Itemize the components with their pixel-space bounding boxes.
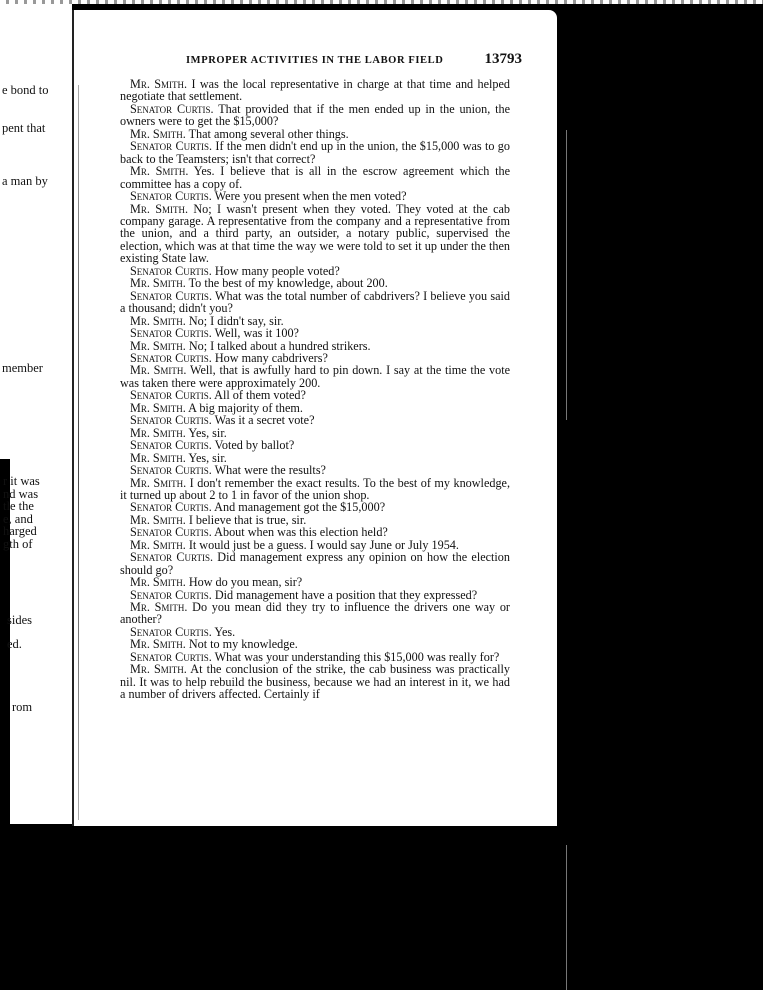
transcript-body <box>120 78 510 701</box>
testimony-text: Do you mean did they try to influence the drivers one way or another? <box>120 600 510 627</box>
speaker-name: Senator Curtis. <box>130 288 212 303</box>
testimony-text: No; I talked about a hundred strikers. <box>185 338 371 353</box>
testimony-text: Were you present when the men voted? <box>211 189 407 204</box>
left-page-fragment: pent that <box>2 121 46 135</box>
testimony-text: At the conclusion of the strike, the cab business was practically nil. It was to help rebuild the business, because we had an interest in it, we had a number of drivers affected. Certainly if <box>120 662 510 702</box>
speaker-name: Mr. Smith. <box>130 201 189 216</box>
speaker-name: Mr. Smith. <box>130 126 186 141</box>
speaker-name: Senator Curtis. <box>130 388 212 403</box>
testimony-text: That among several other things. <box>185 126 349 141</box>
left-page-fragment: gth of <box>3 537 33 551</box>
transcript-paragraph <box>120 103 510 128</box>
speaker-name: Mr. Smith. <box>130 662 187 677</box>
testimony-text: What were the results? <box>211 463 326 478</box>
transcript-paragraph <box>120 290 510 315</box>
running-header-title: IMPROPER ACTIVITIES IN THE LABOR FIELD <box>186 55 444 66</box>
testimony-text: Voted by ballot? <box>211 438 295 453</box>
transcript-paragraph <box>120 551 510 576</box>
transcript-paragraph <box>120 203 510 265</box>
left-page-fragment: e, and <box>3 512 33 526</box>
speaker-name: Mr. Smith. <box>130 425 186 440</box>
testimony-text: A big majority of them. <box>185 400 303 415</box>
transcript-paragraph <box>120 78 510 103</box>
speaker-name: Senator Curtis. <box>130 463 212 478</box>
transcript-paragraph <box>120 364 510 389</box>
testimony-text: What was the total number of cabdrivers? I believe you said a thousand; didn't you? <box>120 288 510 316</box>
speaker-name: Senator Curtis. <box>130 189 212 204</box>
testimony-text: Yes, sir. <box>185 450 227 465</box>
left-page-fragment: member <box>2 361 43 375</box>
transcript-paragraph <box>120 601 510 626</box>
testimony-text: All of them voted? <box>211 388 306 403</box>
testimony-text: About when was this election held? <box>211 525 388 540</box>
right-edge-rule-lower <box>566 845 567 990</box>
left-page-fragment: a man by <box>2 174 48 188</box>
speaker-name: Senator Curtis. <box>130 413 212 428</box>
speaker-name: Senator Curtis. <box>130 649 212 664</box>
testimony-text: Did management have a position that they expressed? <box>211 587 478 602</box>
left-page-fragment: rom <box>12 700 33 714</box>
speaker-name: Senator Curtis. <box>130 139 213 154</box>
speaker-name: Mr. Smith. <box>130 363 187 378</box>
transcript-paragraph <box>120 165 510 190</box>
testimony-text: If the men didn't end up in the union, the $15,000 was to go back to the Teamsters; isn't that correct? <box>120 139 510 166</box>
testimony-text: I was the local representative in charge at that time and helped negotiate that settlement. <box>120 77 510 104</box>
testimony-text: Did management express any opinion on how the election should go? <box>120 550 510 577</box>
left-page-fragment: ed. <box>7 637 22 651</box>
speaker-name: Senator Curtis. <box>130 101 214 116</box>
speaker-name: Mr. Smith. <box>130 77 188 91</box>
speaker-name: Senator Curtis. <box>130 550 214 565</box>
testimony-text: Well, that is awfully hard to pin down. I say at the time the vote was taken there were approximately 200. <box>120 363 510 390</box>
speaker-name: Mr. Smith. <box>130 400 186 415</box>
speaker-name: Mr. Smith. <box>130 164 189 179</box>
scan-top-edge <box>0 0 763 4</box>
speaker-name: Senator Curtis. <box>130 500 212 515</box>
transcript-paragraph <box>120 140 510 165</box>
speaker-name: Senator Curtis. <box>130 263 212 278</box>
testimony-text: To the best of my knowledge, about 200. <box>185 276 388 291</box>
testimony-text: How do you mean, sir? <box>185 575 303 590</box>
speaker-name: Mr. Smith. <box>130 512 186 527</box>
testimony-text: How many cabdrivers? <box>211 350 328 365</box>
speaker-name: Mr. Smith. <box>130 637 186 652</box>
testimony-text: I don't remember the exact results. To the best of my knowledge, it turned up about 2 to 1 in favor of the union shop. <box>120 475 510 502</box>
right-edge-rule <box>566 130 567 420</box>
speaker-name: Mr. Smith. <box>130 338 186 353</box>
left-page-fragment: harged <box>3 524 37 538</box>
testimony-text: Yes, sir. <box>185 425 227 440</box>
testimony-text: How many people voted? <box>211 263 340 278</box>
testimony-text: I believe that is true, sir. <box>185 512 307 527</box>
left-page-fragment: tle the <box>3 499 34 513</box>
testimony-text: What was your understanding this $15,000 was really for? <box>211 649 500 664</box>
speaker-name: Senator Curtis. <box>130 350 212 365</box>
testimony-text: Was it a secret vote? <box>211 413 315 428</box>
running-header <box>110 52 530 70</box>
testimony-text: No; I didn't say, sir. <box>185 313 284 328</box>
testimony-text: No; I wasn't present when they voted. They voted at the cab company garage. A representative from the company and a representative from the union, and a third party, an outsider, a notary public, supervised the election, which was at that time the way we were told to set it up under the then existing State law. <box>120 201 510 266</box>
left-page-fragment: e bond to <box>2 83 49 97</box>
left-page-fragment: sides <box>7 613 32 627</box>
testimony-text: It would just be a guess. I would say June or July 1954. <box>185 537 459 552</box>
left-page-fragment: r it was <box>3 474 40 488</box>
speaker-name: Senator Curtis. <box>130 326 212 341</box>
testimony-text: Not to my knowledge. <box>185 637 298 652</box>
page-spine-line <box>78 85 79 820</box>
testimony-text: Yes. <box>211 624 236 639</box>
transcript-paragraph <box>120 477 510 502</box>
page-number: 13793 <box>484 51 522 67</box>
speaker-name: Mr. Smith. <box>130 537 186 552</box>
speaker-name: Senator Curtis. <box>130 624 212 639</box>
speaker-name: Mr. Smith. <box>130 313 186 328</box>
testimony-text: Yes. I believe that is all in the escrow agreement which the committee has a copy of. <box>120 164 510 191</box>
speaker-name: Mr. Smith. <box>130 450 186 465</box>
speaker-name: Mr. Smith. <box>130 475 187 490</box>
speaker-name: Mr. Smith. <box>130 575 186 590</box>
speaker-name: Senator Curtis. <box>130 525 212 540</box>
transcript-paragraph <box>120 663 510 700</box>
speaker-name: Mr. Smith. <box>130 600 188 615</box>
speaker-name: Senator Curtis. <box>130 587 212 602</box>
speaker-name: Senator Curtis. <box>130 438 212 453</box>
testimony-text: Well, was it 100? <box>211 326 299 341</box>
speaker-name: Mr. Smith. <box>130 276 186 291</box>
testimony-text: And management got the $15,000? <box>211 500 386 515</box>
left-page-fragment: nd was <box>3 487 39 501</box>
testimony-text: That provided that if the men ended up in the union, the owners were to get the $15,000? <box>120 101 510 129</box>
